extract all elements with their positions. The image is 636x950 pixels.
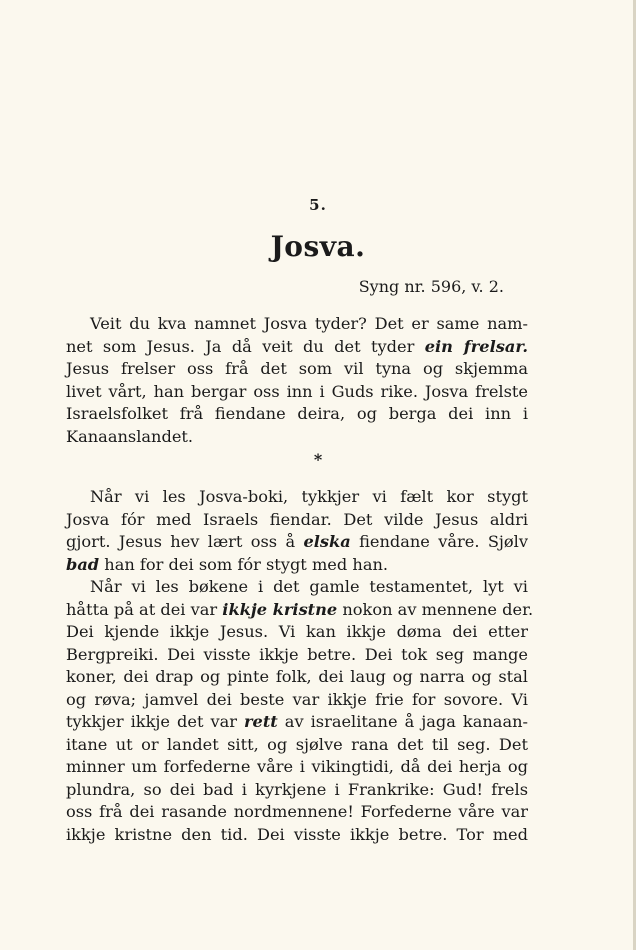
text-run: han for dei som fór stygt med han. <box>99 554 389 574</box>
section-separator: * <box>313 450 323 469</box>
text-line: itane ut or landet sitt, og sjølve rana det til seg. Det <box>66 734 528 754</box>
text-line: ikkje kristne den tid. Dei visste ikkje betre. Tor med <box>66 824 528 844</box>
paragraph-1 <box>66 313 528 448</box>
text-line <box>66 336 528 359</box>
text-line: og røva; jamvel dei beste var ikkje frie for sovore. Vi <box>66 689 528 709</box>
emphasis-text: ein frelsar. <box>424 336 528 356</box>
emphasis-text: ikkje kristne <box>222 599 338 619</box>
text-line: minner um forfederne våre i vikingtidi, då dei herja og <box>66 757 528 776</box>
text-line: Israelsfolket frå fiendane deira, og berga dei inn i <box>66 404 528 423</box>
paragraph-2 <box>66 486 534 846</box>
text-line: Kanaanslandet. <box>66 426 194 446</box>
text-line <box>66 531 528 554</box>
text-line: Når vi les Josva-boki, tykkjer vi fælt kor stygt <box>90 487 528 506</box>
text-line <box>66 554 528 577</box>
text-line: Dei kjende ikkje Jesus. Vi kan ikkje døma dei etter <box>66 622 528 641</box>
emphasis-text: bad <box>66 554 100 574</box>
text-line: Josva fór med Israels fiendar. Det vilde Jesus aldri <box>66 509 528 529</box>
emphasis-text: elska <box>303 532 351 551</box>
text-line <box>66 599 534 622</box>
text-run: av israelitane å jaga kanaan- <box>277 712 528 731</box>
text-run: net som Jesus. Ja då veit du det tyder <box>66 336 425 356</box>
text-line: oss frå dei rasande nordmennene! Forfederne våre var <box>66 802 528 821</box>
text-line: Når vi les bøkene i det gamle testamentet, lyt vi <box>90 577 528 596</box>
text-line: livet vårt, han bergar oss inn i Guds rike. Josva frelste <box>66 381 528 401</box>
page-title: Josva. <box>270 230 366 263</box>
text-run: fiendane våre. Sjølv <box>350 532 528 551</box>
hymn-reference: Syng nr. 596, v. 2. <box>358 277 504 296</box>
text-line: Jesus frelser oss frå det som vil tyna og skjemma <box>66 359 528 378</box>
text-run: håtta på at dei var <box>66 599 223 619</box>
emphasis-text: rett <box>244 712 278 731</box>
text-line: Bergpreiki. Dei visste ikkje betre. Dei tok seg mange <box>66 644 528 664</box>
text-line: Veit du kva namnet Josva tyder? Det er same nam- <box>90 314 528 333</box>
text-run: nokon av mennene der. <box>337 599 534 619</box>
text-line: plundra, so dei bad i kyrkjene i Frankrike: Gud! frels <box>66 779 528 799</box>
chapter-number: 5. <box>309 196 327 214</box>
text-line: koner, dei drap og pinte folk, dei laug og narra og stal <box>66 667 528 686</box>
text-line <box>66 711 528 734</box>
text-run: tykkjer ikkje det var <box>66 712 244 731</box>
text-run: gjort. Jesus hev lært oss å <box>66 532 304 551</box>
